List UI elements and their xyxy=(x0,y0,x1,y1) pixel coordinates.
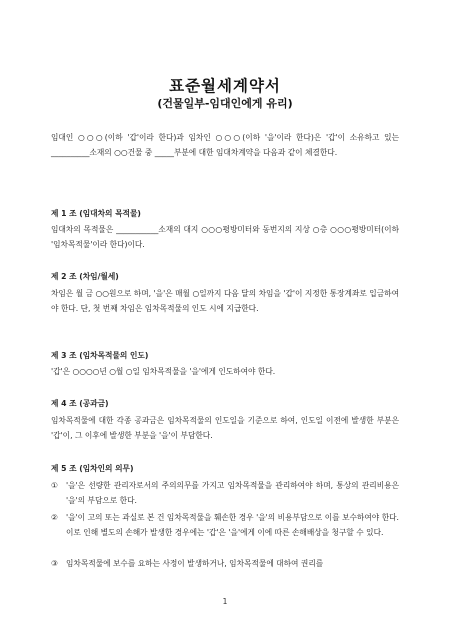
article-4-text: 임차목적물에 대한 각종 공과금은 임차목적물의 인도일을 기준으로 하여, 인도일 이전에 발생한 부분은 '갑'이, 그 이후에 발생한 부분을 '을'이 부담한다. xyxy=(51,416,399,440)
article-5-heading: 제 5 조 (임차인의 의무) xyxy=(51,464,134,473)
article-2-text: 차임은 월 금 ○○원으로 하며, '을'은 매월 ○일까지 다음 달의 차임을 '갑'이 지정한 통장계좌로 입금하여야 한다. 단, 첫 번째 차임은 임차목적물의 인도 시에 지급한다. xyxy=(51,289,399,313)
duty-3-number: ③ xyxy=(51,559,58,568)
page-number: 1 xyxy=(222,597,228,606)
article-4-heading: 제 4 조 (공과금) xyxy=(51,399,109,408)
intro-paragraph: 임대인 ○○○(이하 '갑'이라 한다)과 임차인 ○○○(이하 '을'이라 한다)은 '갑'이 소유하고 있는 __________소재의 ○○건물 중 _____부분에 대한 임대차계약을 다음과 같이 체결한다. xyxy=(51,133,399,157)
document-subtitle: (건물일부-임대인에게 유리) xyxy=(157,97,293,110)
article-2-heading: 제 2 조 (차임/월세) xyxy=(51,272,119,281)
duty-2-number: ② xyxy=(51,513,58,522)
duty-3-text: 임차목적물에 보수를 요하는 사정이 발생하거나, 임차목적물에 대하여 권리를 xyxy=(66,559,324,568)
article-1-heading: 제 1 조 (임대차의 목적물) xyxy=(51,209,141,218)
article-3-heading: 제 3 조 (임차목적물의 인도) xyxy=(51,351,149,360)
duty-1-number: ① xyxy=(51,481,58,490)
article-3-text: '갑'은 ○○○○년 ○월 ○일 임차목적물을 '을'에게 인도하여야 한다. xyxy=(51,367,276,376)
document-title: 표준월세계약서 xyxy=(169,77,281,95)
duty-2-text: '을'이 고의 또는 과실로 본 건 임차목적물을 훼손한 경우 '을'의 비용부담으로 이를 보수하여야 한다. 이로 인해 별도의 손해가 발생한 경우에는 '갑'은 '을'에게 이에 따른 손해배상을 청구할 수 있다. xyxy=(66,513,399,537)
article-1-text: 임대차의 목적물은 ___________소재의 대지 ○○○평방미터와 동번지의 지상 ○층 ○○○평방미터(이하 '임차목적물'이라 한다)이다. xyxy=(51,225,399,249)
duty-1-text: '을'은 선량한 관리자로서의 주의의무를 가지고 임차목적물을 관리하여야 하며, 통상의 관리비용은 '을'의 부담으로 한다. xyxy=(66,481,399,505)
